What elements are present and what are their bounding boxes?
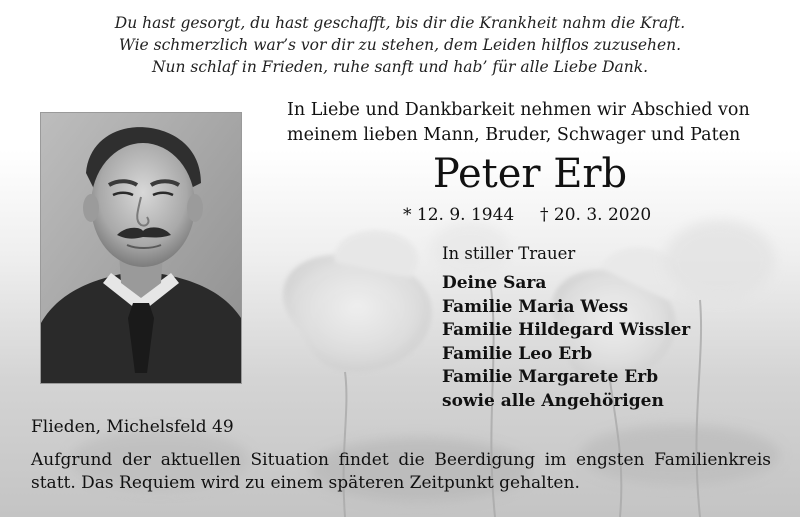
mourner-entry: Familie Margarete Erb [442,367,659,387]
address: Flieden, Michelsfeld 49 [31,417,234,437]
funeral-note [31,449,771,495]
mourners-list [442,272,690,413]
mourner-entry: Deine Sara [442,273,547,293]
farewell-intro [287,98,773,148]
mourner-entry: Familie Leo Erb [442,343,593,364]
intro-line: meinem lieben Mann, Bruder, Schwager und Paten [287,125,741,145]
poem-line: Wie schmerzlich war’s vor dir zu stehen, dem Leiden hilflos zuzusehen. [118,36,682,54]
poem-line: Nun schlaf in Frieden, ruhe sanft und hab’ für alle Liebe Dank. [151,58,649,76]
mourner-entry: Familie Maria Wess [442,296,629,317]
funeral-note-line: Aufgrund der aktuellen Situation findet die Beerdigung im engsten Familienkreis [31,450,771,470]
birth-date: * 12. 9. 1944 [403,205,515,225]
deceased-portrait [40,112,242,384]
poem-line: Du hast gesorgt, du hast geschafft, bis dir die Krankheit nahm die Kraft. [114,14,686,32]
memorial-poem [0,12,800,78]
mourner-entry: sowie alle Angehörigen [442,390,664,411]
funeral-note-line: statt. Das Requiem wird zu einem späteren Zeitpunkt gehalten. [31,473,580,493]
death-date: † 20. 3. 2020 [540,205,652,225]
mourning-label: In stiller Trauer [442,244,576,263]
portrait-image [41,113,241,383]
mourner-entry: Familie Hildegard Wissler [442,320,691,340]
intro-line: In Liebe und Dankbarkeit nehmen wir Abschied von [287,100,750,120]
deceased-name: Peter Erb [432,151,628,197]
